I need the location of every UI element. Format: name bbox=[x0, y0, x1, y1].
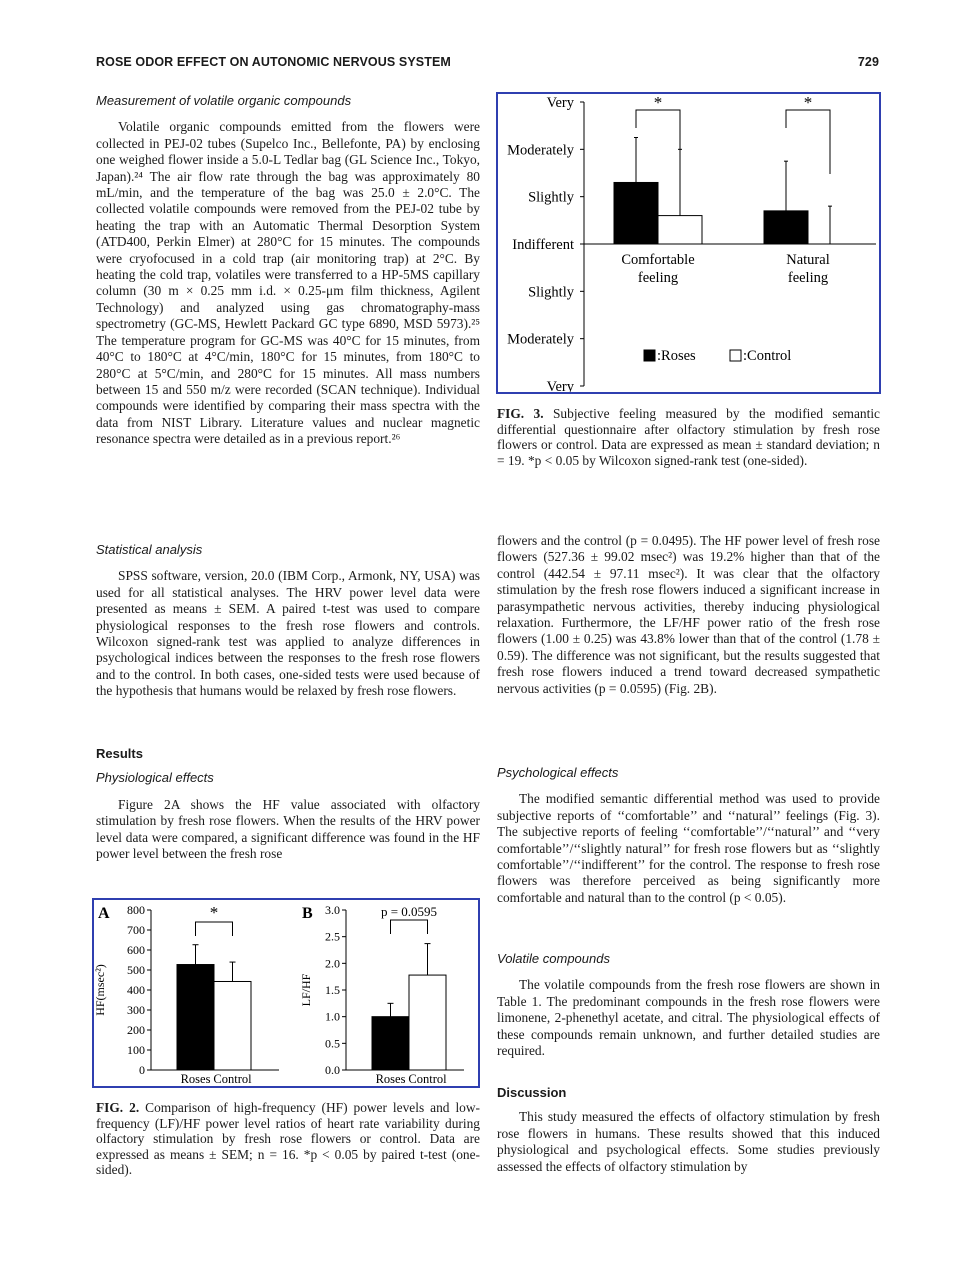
significance-bracket bbox=[786, 110, 830, 174]
bar-control bbox=[409, 975, 446, 1070]
x-tick-label: Roses bbox=[180, 1072, 211, 1086]
bar-roses bbox=[764, 211, 808, 244]
x-tick-label: Roses bbox=[375, 1072, 406, 1086]
y-tick-label: 0.5 bbox=[325, 1036, 340, 1051]
bar-control bbox=[658, 216, 702, 244]
results-heading: Results bbox=[96, 746, 143, 761]
y-tick-label: 300 bbox=[127, 1003, 145, 1017]
discussion-paragraph: This study measured the effects of olfactory stimulation by fresh rose flowers in humans. These results showed that this induced physiological and psychological effects. Some studies previously assessed the effects of olfactory stimulation by bbox=[497, 1109, 880, 1174]
x-tick-label: Control bbox=[213, 1072, 252, 1086]
legend-swatch-control bbox=[730, 350, 741, 361]
significance-annotation: * bbox=[653, 94, 663, 112]
significance-bracket bbox=[636, 110, 680, 174]
y-tick-label: 800 bbox=[127, 903, 145, 917]
volatile-paragraph: The volatile compounds from the fresh rose flowers are shown in Table 1. The predominant compounds in the fresh rose flowers were limonene, 2-phenethyl acetate, and citral. The physiological effects of these compounds remain unknown, and further detailed studies are required. bbox=[497, 977, 880, 1059]
y-tick-label: Slightly bbox=[528, 189, 574, 206]
y-tick-label: Slightly bbox=[528, 284, 574, 301]
y-tick-label: 1.5 bbox=[325, 983, 340, 997]
right-column-volatile bbox=[497, 951, 880, 1059]
phys-heading: Physiological effects bbox=[96, 770, 214, 786]
y-tick-label: 400 bbox=[127, 983, 145, 997]
volatile-heading: Volatile compounds bbox=[497, 951, 610, 966]
left-column-top bbox=[96, 93, 480, 448]
continuation-paragraph: flowers and the control (p = 0.0495). The HF power level of fresh rose flowers (527.36 ± 99.02 msec²) was 19.2% higher than that of the control (442.54 ± 97.11 msec²). It was clear that the olfactory stimulation by the fresh rose flowers induced a significant increase in parasympathetic nervous activities, thereby inducing physiological relaxation. Furthermore, the LF/HF power ratio of the fresh rose flowers (1.00 ± 0.25) was 43.8% lower than that of the control (1.78 ± 0.59). The difference was not significant, but the results suggested that fresh rose flowers induced a trend toward decreased sympathetic nervous activities (p = 0.0595) (Fig. 2B). bbox=[497, 533, 880, 696]
figure-3-caption-text: Subjective feeling measured by the modified semantic differential questionnaire after olfactory stimulation by fresh rose flowers or control. Data are expressed as mean ± standard deviation; n = 19. *p < 0.05 by Wilcoxon signed-rank test (one-sided). bbox=[497, 406, 880, 468]
y-tick-label: 2.5 bbox=[325, 929, 340, 944]
significance-annotation: * bbox=[803, 94, 813, 112]
category-label-line1: Comfortable bbox=[621, 252, 695, 268]
bar-roses bbox=[372, 1017, 409, 1070]
panel-letter: A bbox=[98, 905, 110, 922]
panel-a bbox=[94, 903, 279, 1086]
voc-heading: Measurement of volatile organic compounds bbox=[96, 93, 352, 108]
y-tick-label: 0.0 bbox=[325, 1063, 340, 1077]
y-tick-label: 3.0 bbox=[325, 903, 340, 917]
significance-annotation: * bbox=[209, 903, 219, 922]
figure-2 bbox=[92, 898, 480, 1088]
figure-2-caption bbox=[96, 1100, 480, 1178]
figure-3-label: FIG. 3. bbox=[497, 406, 544, 421]
y-tick-label: 2.0 bbox=[325, 956, 340, 971]
right-column-psych bbox=[497, 765, 880, 906]
bar-control bbox=[214, 981, 251, 1070]
page-number: 729 bbox=[857, 55, 879, 69]
category-label-line1: Natural bbox=[786, 252, 830, 268]
voc-paragraph: Volatile organic compounds emitted from the flowers were collected in PEJ-02 tubes (Supelco Inc., Bellefonte, PA) by enclosing one weighed flower inside a 5.0-L Tedlar bag (GL Science Inc., Tokyo, Japan).²⁴ The air flow rate through the bag was approximately 80 mL/min, and the temperature of the bag was 25.0 ± 2.0°C. The collected volatile compounds were removed from the PEJ-02 tube by heating the trap with an Automatic Thermal Desorption System (ATD400, Perkin Elmer) at 280°C for 15 minutes. The compounds were cryofocused in a cold trap (air monitoring trap) at 2°C. By heating the cold trap, volatiles were transferred to a HP-5MS capillary column (30 m × 0.25 mm i.d. × 0.25-μm film thickness, Agilent Technology) and analyzed using gas chromatography-mass spectrometry (GC-MS, Hewlett Packard GC type 6890, MSD 5973).²⁵ The temperature program for GC-MS was 40°C for 15 minutes, from 40°C to 180°C at 4°C/min, 180°C for 15 minutes, from 180°C to 280°C at 5°C/min, and 280°C for 15 minutes. All mass numbers between 15 and 550 m/z were recorded (SCAN technique). Individual compounds were identified by comparing their mass spectra with the data from NIST Library. Literature values and nuclear magnetic resonance spectra were detailed as in a previous report.²⁶ bbox=[96, 119, 480, 447]
significance-bracket bbox=[196, 922, 233, 936]
left-column-results bbox=[96, 746, 480, 862]
stat-heading: Statistical analysis bbox=[96, 542, 203, 557]
left-column-stats bbox=[96, 542, 480, 700]
y-tick-label: Indifferent bbox=[512, 237, 574, 253]
psych-paragraph: The modified semantic differential method was used to provide subjective reports of ‘‘comfortable’’ and ‘‘natural’’ feelings (Fig. 3). The subjective reports of feeling ‘‘comfortable’’/‘‘natural’’ and ‘‘very comfortable’’/‘‘slightly natural’’ for fresh rose flowers but as ‘‘slightly comfortable’’/‘‘indifferent’’ for the control. The response to fresh rose flowers was therefore perceived as being significantly more comfortable and natural than to the control (p < 0.05). bbox=[497, 791, 880, 905]
figure-3-caption bbox=[497, 406, 880, 468]
panel-letter: B bbox=[302, 905, 313, 922]
figure-3-svg bbox=[498, 94, 879, 392]
bar-roses bbox=[614, 182, 658, 244]
y-tick-label: 200 bbox=[127, 1023, 145, 1037]
y-tick-label: 500 bbox=[127, 963, 145, 977]
stat-paragraph: SPSS software, version, 20.0 (IBM Corp., Armonk, NY, USA) was used for all statistical analyses. The HRV power level data were presented as means ± SEM. A paired t-test was used to compare physiological responses to the fresh rose flowers and controls. Wilcoxon signed-rank test was applied to analyze differences in psychological indices between the responses to the fresh rose flowers and to the control. In both cases, one-sided tests were used because of the hypothesis that humans would be relaxed by fresh rose flowers. bbox=[96, 568, 480, 699]
legend-label-control: :Control bbox=[743, 348, 792, 364]
phys-paragraph: Figure 2A shows the HF value associated with olfactory stimulation by fresh rose flowers. When the results of the HRV power level data were compared, a significant difference was found in the HF power level between the fresh rose bbox=[96, 796, 480, 862]
figure-2-caption-text: Comparison of high-frequency (HF) power levels and low-frequency (LF)/HF power level ratios of heart rate variability during olfactory stimulation by fresh rose flowers or control. Data are expressed as means ± SEM; n = 16. *p < 0.05 by paired t-test (one-sided). bbox=[96, 1100, 480, 1178]
y-axis-label: LF/HF bbox=[299, 973, 313, 1007]
y-tick-label: Very bbox=[546, 379, 574, 392]
psych-heading: Psychological effects bbox=[497, 765, 619, 780]
legend-swatch-roses bbox=[644, 350, 655, 361]
figure-2-label: FIG. 2. bbox=[96, 1100, 140, 1115]
y-tick-label: Moderately bbox=[507, 331, 574, 348]
y-tick-label: 1.0 bbox=[325, 1009, 340, 1024]
y-tick-label: Very bbox=[546, 95, 574, 111]
y-tick-label: Moderately bbox=[507, 142, 574, 159]
significance-bracket bbox=[391, 920, 428, 934]
figure-3-chart bbox=[507, 94, 876, 392]
panel-b bbox=[299, 903, 464, 1086]
category-label-line2: feeling bbox=[787, 270, 829, 286]
right-column-cont bbox=[497, 533, 880, 697]
y-tick-label: 100 bbox=[127, 1043, 145, 1057]
x-tick-label: Control bbox=[408, 1072, 447, 1086]
significance-annotation: p = 0.0595 bbox=[380, 904, 438, 919]
discussion-heading: Discussion bbox=[497, 1085, 567, 1100]
bar-roses bbox=[177, 965, 214, 1070]
legend-label-roses: :Roses bbox=[657, 348, 696, 364]
figure-3 bbox=[496, 92, 881, 394]
running-title: ROSE ODOR EFFECT ON AUTONOMIC NERVOUS SYSTEM bbox=[96, 55, 451, 69]
y-axis-label: HF(msec²) bbox=[94, 964, 107, 1016]
right-column-discussion bbox=[497, 1085, 880, 1175]
y-tick-label: 600 bbox=[127, 943, 145, 957]
category-label-line2: feeling bbox=[637, 270, 679, 286]
y-tick-label: 700 bbox=[127, 923, 145, 937]
y-tick-label: 0 bbox=[139, 1063, 145, 1077]
figure-2-svg bbox=[94, 900, 478, 1086]
